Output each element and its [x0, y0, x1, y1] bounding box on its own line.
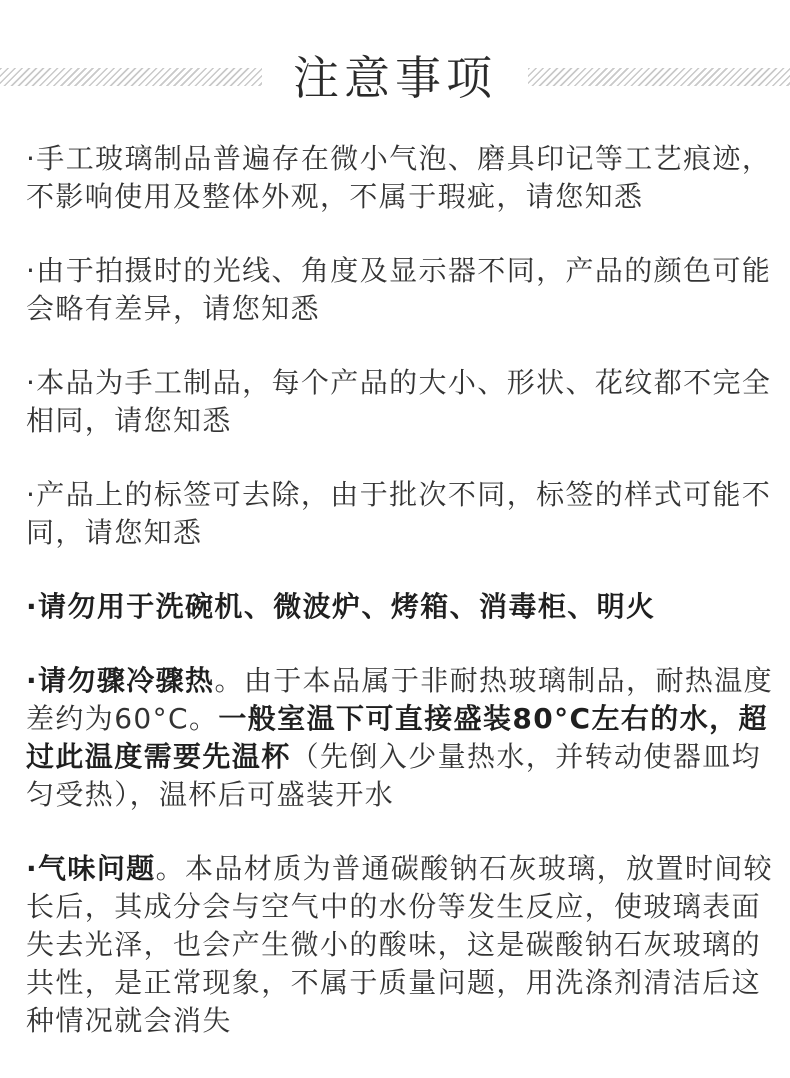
note-item-appliance-warning — [26, 588, 774, 626]
note-text-2: （先倒入少量热水，并转动使器皿均匀受热），温杯后可盛装开水 — [26, 740, 762, 811]
hatch-decoration-left — [0, 68, 262, 86]
note-text: ·由于拍摄时的光线、角度及显示器不同，产品的颜色可能会略有差异，请您知悉 — [26, 254, 772, 325]
note-item-handmade-variation — [26, 364, 774, 440]
note-item-craft-marks — [26, 140, 774, 216]
note-text: ·本品为手工制品，每个产品的大小、形状、花纹都不完全相同，请您知悉 — [26, 366, 772, 437]
note-text: 。由于本品属于非耐热玻璃制品，耐热温度差约为60°C。 — [26, 664, 774, 735]
note-item-thermal-shock — [26, 662, 774, 814]
page-title: 注意事项 — [293, 51, 497, 105]
note-item-color-difference — [26, 252, 774, 328]
section-header — [0, 40, 790, 116]
note-text: ·产品上的标签可去除，由于批次不同，标签的样式可能不同，请您知悉 — [26, 478, 772, 549]
note-text: 。本品材质为普通碳酸钠石灰玻璃，放置时间较长后，其成分会与空气中的水份等发生反应，使玻璃表面失去光泽，也会产生微小的酸味，这是碳酸钠石灰玻璃的共性，是正常现象，不属于质量问题，用洗涤剂清洁后这种情况就会消失 — [26, 852, 774, 1037]
note-item-odor — [26, 850, 774, 1040]
note-item-label — [26, 476, 774, 552]
notes-list — [26, 140, 774, 1076]
note-text: ·手工玻璃制品普遍存在微小气泡、磨具印记等工艺痕迹，不影响使用及整体外观，不属于瑕疵，请您知悉 — [26, 142, 772, 213]
note-bold-text: ·气味问题 — [26, 852, 156, 885]
note-bold-text: ·请勿用于洗碗机、微波炉、烤箱、消毒柜、明火 — [26, 590, 656, 623]
note-bold-text-2: 一般室温下可直接盛装80°C左右的水，超过此温度需要先温杯 — [26, 702, 768, 773]
note-bold-text: ·请勿骤冷骤热 — [26, 664, 215, 697]
hatch-decoration-right — [528, 68, 790, 86]
